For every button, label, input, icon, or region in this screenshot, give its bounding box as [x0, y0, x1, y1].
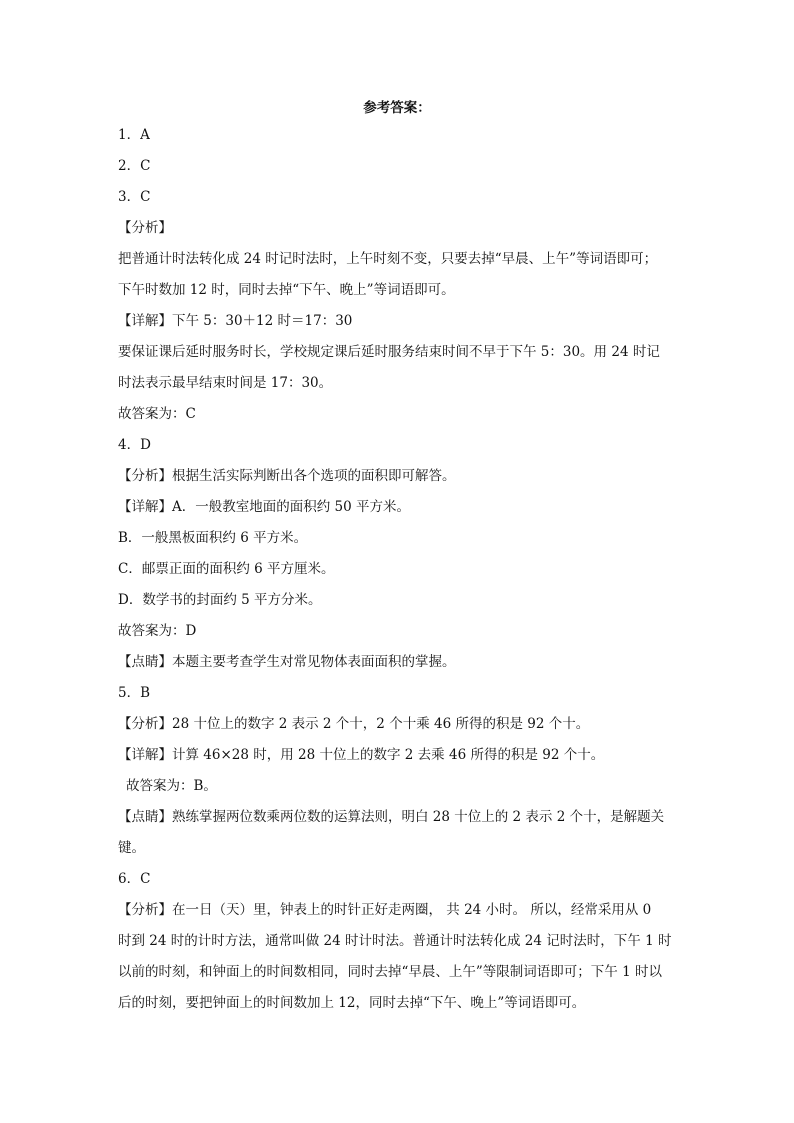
comment-line: 【点睛】本题主要考查学生对常见物体表面面积的掌握。 [118, 654, 456, 670]
comment-line: 键。 [118, 840, 145, 856]
paragraph-line: 时到 24 时的计时方法，通常叫做 24 时计时法。普通计时法转化成 24 记时法时，下午 1 时 [118, 933, 672, 949]
answer-line: 1．A [118, 127, 150, 143]
comment-line: 【点睛】熟练掌握两位数乘两位数的运算法则，明白 28 十位上的 2 表示 2 个十，是解题关 [118, 809, 665, 825]
answer-line: 5．B [118, 685, 151, 701]
option-line: C．邮票正面的面积约 6 平方厘米。 [118, 561, 335, 577]
analysis-heading: 【分析】 [118, 220, 172, 236]
paragraph-line: 后的时刻，要把钟面上的时间数加上 12，同时去掉“下午、晚上”等词语即可。 [118, 995, 586, 1011]
detail-line: 【详解】下午 5：30＋12 时＝17：30 [118, 313, 353, 329]
conclusion-line: 故答案为：B。 [126, 778, 217, 794]
conclusion-line: 故答案为：C [118, 406, 196, 422]
answer-line: 2．C [118, 158, 151, 174]
answer-text [118, 120, 678, 1019]
paragraph-line: 要保证课后延时服务时长，学校规定课后延时服务结束时间不早于下午 5：30。用 24 时记 [118, 344, 660, 360]
option-line: D．数学书的封面约 5 平方分米。 [118, 592, 322, 608]
paragraph-line: 时法表示最早结束时间是 17：30。 [118, 375, 333, 391]
page-title: 参考答案： [363, 100, 431, 116]
analysis-line: 【分析】28 十位上的数字 2 表示 2 个十，2 个十乘 46 所得的积是 92 个十。 [118, 716, 590, 732]
answer-line: 4．D [118, 437, 151, 453]
detail-line: 【详解】计算 46×28 时，用 28 十位上的数字 2 去乘 46 所得的积是 92 个十。 [118, 747, 605, 763]
answer-line: 6．C [118, 871, 151, 887]
option-line: B．一般黑板面积约 6 平方米。 [118, 530, 308, 546]
conclusion-line: 故答案为：D [118, 623, 197, 639]
analysis-line: 【分析】根据生活实际判断出各个选项的面积即可解答。 [118, 468, 456, 484]
paragraph-line: 下午时数加 12 时，同时去掉“下午、晚上”等词语即可。 [118, 282, 455, 298]
analysis-line: 【分析】在一日（天）里，钟表上的时针正好走两圈， 共 24 小时。 所以，经常采用从 0 [118, 902, 652, 918]
detail-line: 【详解】A．一般教室地面的面积约 50 平方米。 [118, 499, 411, 515]
answer-line: 3．C [118, 189, 151, 205]
paragraph-line: 把普通计时法转化成 24 时记时法时，上午时刻不变，只要去掉“早晨、上午”等词语即可； [118, 251, 658, 267]
paragraph-line: 以前的时刻，和钟面上的时间数相同，同时去掉“早晨、上午”等限制词语即可；下午 1 时以 [118, 964, 662, 980]
